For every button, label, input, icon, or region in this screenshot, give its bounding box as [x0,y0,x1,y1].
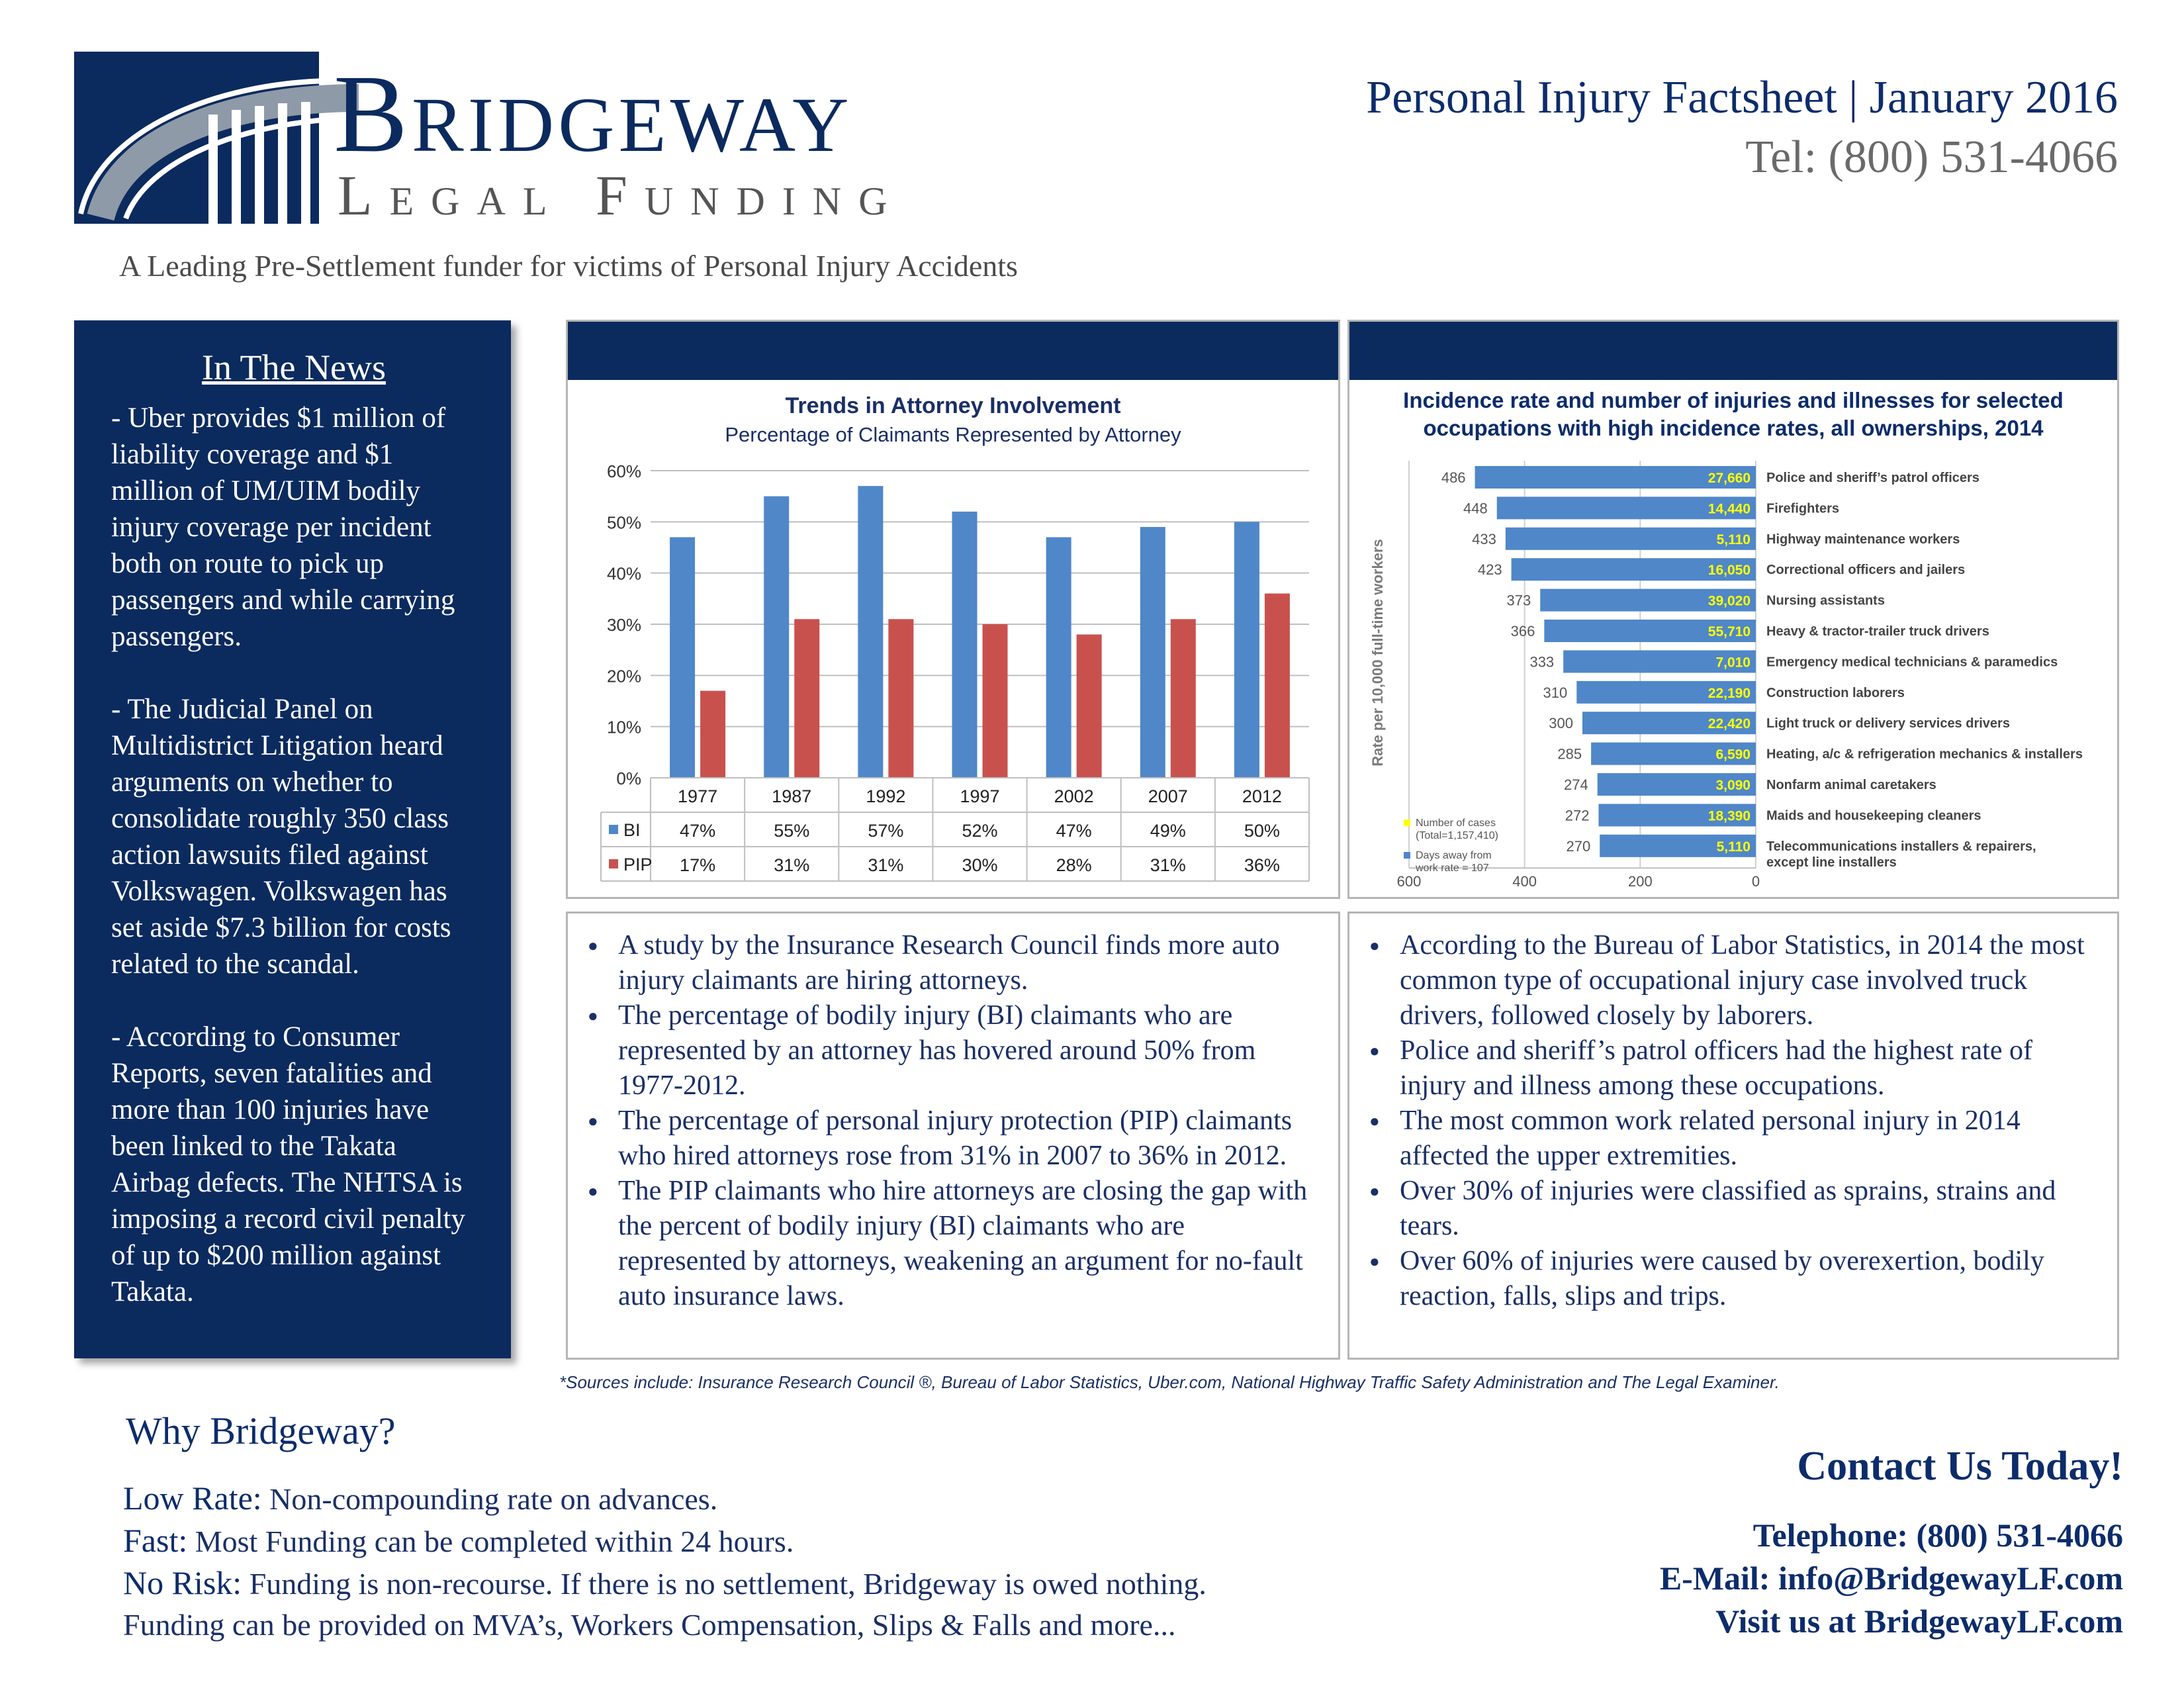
occupation-label: Construction laborers [1766,685,1905,700]
logo-name-line1: Bridgeway [334,52,853,175]
y-tick-label: 10% [606,717,641,737]
bar-pip [888,619,913,778]
chart-subtitle: Percentage of Claimants Represented by Attorney [725,423,1181,446]
contact-telephone[interactable]: Telephone: (800) 531-4066 [1752,1517,2123,1554]
occupation-label: Nursing assistants [1766,593,1885,608]
cases-label: 7,010 [1715,655,1751,671]
occupation-label: Nonfarm animal caretakers [1766,778,1936,792]
list-item: ● Over 60% of injuries were caused by overexertion, bodily reaction, falls, slips and trips. [1365,1244,2091,1314]
contact-website[interactable]: Visit us at BridgewayLF.com [1715,1603,2123,1640]
occupation-label: Heating, a/c & refrigeration mechanics & installers [1766,747,2083,762]
x-tick-label: 0 [1751,873,1760,890]
category-label: 1992 [866,786,906,806]
news-item-volkswagen: - The Judicial Panel on Multidistrict Litigation heard arguments on whether to consolidate roughly 350 class action lawsuits filed against Volkswagen. Volkswagen has set aside $7.3 billion for costs related to the scandal. [111,694,451,980]
rate-label: 310 [1543,684,1568,701]
bridgeway-logo [74,52,1060,224]
occupation-label: Correctional officers and jailers [1766,563,1966,578]
bar-bi [1140,527,1165,778]
occupation-label: Emergency medical technicians & paramedics [1766,655,2058,670]
cases-label: 39,020 [1707,593,1751,609]
rate-label: 486 [1441,469,1466,486]
news-item-uber: - Uber provides $1 million of liability coverage and $1 million of UM/UIM bodily injury coverage per incident both on route to pick up passengers and while carrying passengers. [111,402,455,652]
list-item: ● The percentage of bodily injury (BI) claimants who are represented by an attorney has hovered around 50% from 1977-2012. [584,998,1312,1103]
rate-label: 448 [1463,500,1488,517]
chart-y-axis-label: Rate per 10,000 full-time workers [1369,539,1386,767]
data-label-bi: 55% [774,821,810,841]
data-label-pip: 31% [868,855,904,875]
category-label: 2012 [1242,786,1282,806]
attorney-facts-list [584,928,1312,1314]
list-item: ● The percentage of personal injury protection (PIP) claimants who hired attorneys rose from 31% in 2007 to 36% in 2012. [584,1103,1312,1174]
x-tick-label: 600 [1396,873,1422,890]
rate-label: 274 [1563,776,1588,793]
y-tick-label: 30% [606,615,641,635]
legend-label-bi: BI [623,820,641,840]
data-label-bi: 47% [680,821,716,841]
factsheet-title: Personal Injury Factsheet | January 2016 [1366,72,2118,123]
list-item: ● Police and sheriff’s patrol officers had the highest rate of injury and illness among these occupations. [1365,1033,2091,1103]
category-label: 1997 [960,786,1000,806]
why-no-risk-text: Funding is non-recourse. If there is no settlement, Bridgeway is owed nothing. [242,1567,1206,1601]
occupation-label: Light truck or delivery services drivers [1766,716,2010,731]
chart-y-tick-labels [607,461,641,788]
why-fast [123,1521,794,1560]
chart-legend [1404,818,1498,874]
cases-label: 3,090 [1715,778,1751,793]
why-bridgeway-title: Why Bridgeway? [126,1409,396,1452]
why-low-rate-text: Non-compounding rate on advances. [261,1482,718,1516]
chart-title-line1: Incidence rate and number of injuries and illnesses for selected [1403,388,2064,412]
chart-bars [670,486,1290,778]
attorney-trends-panel [566,320,1340,899]
legend-rate-swatch [1404,852,1410,859]
bar-pip [1171,619,1196,778]
occupation-label: Heavy & tractor-trailer truck drivers [1766,624,1989,639]
x-tick-label: 400 [1512,873,1537,890]
cases-label: 14,440 [1707,501,1751,517]
contact-email[interactable]: E-Mail: info@BridgewayLF.com [1659,1560,2123,1597]
bar-pip [1265,594,1290,778]
cases-label: 27,660 [1707,471,1751,486]
rate-label: 333 [1529,653,1555,671]
category-label: 1977 [678,786,718,806]
y-tick-label: 0% [616,769,641,788]
why-fast-text: Most Funding can be completed within 24 hours. [187,1524,794,1558]
tagline: A Leading Pre-Settlement funder for victims of Personal Injury Accidents [119,249,1018,283]
why-funding-note: Funding can be provided on MVA’s, Workers Compensation, Slips & Falls and more... [123,1608,1176,1642]
cases-label: 22,190 [1707,685,1751,701]
legend-swatch-pip [609,859,618,868]
cases-label: 16,050 [1707,563,1751,579]
rate-label: 373 [1506,592,1531,609]
contact-title: Contact Us Today! [1797,1444,2123,1489]
bar-bi [670,538,695,778]
why-fast-label: Fast: [123,1522,188,1559]
attorney-facts-panel [566,912,1340,1360]
occupation-label: Police and sheriff’s patrol officers [1766,471,1979,485]
injury-incidence-chart [1349,322,2117,897]
occupation-label: Telecommunications installers & repairers, [1766,839,2036,854]
chart-gridlines [651,471,1309,778]
data-label-bi: 49% [1150,821,1186,841]
data-label-pip: 31% [774,855,810,875]
data-label-pip: 28% [1056,855,1092,875]
logo-name-line2: Legal Funding [338,164,905,224]
occupation-label: Highway maintenance workers [1766,532,1960,547]
y-tick-label: 20% [606,666,641,686]
list-item: ● Over 30% of injuries were classified as sprains, strains and tears. [1365,1174,2091,1244]
bar-pip [700,691,725,778]
data-label-pip: 30% [962,855,998,875]
legend-label-pip: PIP [623,855,653,874]
bar-bi [858,486,883,778]
bar-bi [764,496,789,778]
news-item-takata: - According to Consumer Reports, seven fatalities and more than 100 injuries have been linked to the Takata Airbag defects. The NHTSA is imposing a record civil penalty of up to $200 million against Takata. [111,1021,465,1307]
rate-label: 423 [1477,561,1502,579]
category-label: 1987 [772,786,812,806]
category-label: 2007 [1148,786,1188,806]
x-tick-label: 200 [1627,873,1653,890]
rate-label: 300 [1549,715,1573,732]
y-tick-label: 50% [606,512,641,533]
cases-label: 55,710 [1707,624,1751,639]
data-label-bi: 52% [962,821,998,841]
list-item: ● The most common work related personal injury in 2014 affected the upper extremities. [1365,1103,2091,1174]
bar-bi [1046,538,1071,778]
why-no-risk [123,1564,1206,1602]
data-label-bi: 47% [1056,821,1092,841]
bls-facts-panel [1347,912,2119,1360]
occupation-label: Firefighters [1766,501,1840,516]
bls-facts-list [1365,928,2091,1314]
y-tick-label: 60% [606,461,641,481]
bar-bi [1234,522,1259,778]
chart-data-table [601,778,1309,881]
data-label-bi: 57% [868,821,904,841]
attorney-trends-chart [568,322,1338,897]
news-sidebar [74,320,511,1358]
y-tick-label: 40% [606,563,641,584]
bar-bi [952,512,978,778]
why-no-risk-label: No Risk: [123,1564,242,1601]
chart-bars [1441,466,2083,870]
list-item: ● According to the Bureau of Labor Statistics, in 2014 the most common type of occupational injury case involved truck drivers, followed closely by laborers. [1365,928,2091,1033]
cases-label: 5,110 [1716,532,1751,547]
news-title: In The News [202,348,386,387]
legend-cases-line2: (Total=1,157,410) [1416,830,1498,841]
legend-cases-line1: Number of cases [1416,818,1496,829]
bar-pip [983,624,1008,778]
list-item: ● The PIP claimants who hire attorneys are closing the gap with the percent of bodily injury (BI) claimants who are represented by attorneys, weakening an argument for no-fault auto insurance laws. [584,1174,1312,1314]
legend-rate-line2: work rate = 107 [1416,863,1489,874]
header-telephone: Tel: (800) 531-4066 [1745,132,2118,183]
why-low-rate [123,1479,717,1517]
legend-swatch-bi [609,825,618,834]
chart-title: Trends in Attorney Involvement [785,393,1121,418]
occupation-label: Maids and housekeeping cleaners [1766,808,1981,823]
bar-pip [1077,634,1102,778]
chart-x-tick-labels [1397,873,1760,890]
cases-label: 6,590 [1715,747,1751,763]
data-label-pip: 31% [1150,855,1186,875]
bar-pip [794,619,819,778]
legend-cases-swatch [1404,820,1410,826]
legend-rate-line1: Days away from [1416,850,1492,861]
data-label-bi: 50% [1244,821,1280,841]
data-label-pip: 36% [1244,855,1280,875]
rate-label: 433 [1472,530,1496,547]
rate-label: 366 [1510,623,1535,639]
cases-label: 5,110 [1716,839,1751,855]
why-low-rate-label: Low Rate: [123,1479,262,1517]
rate-label: 272 [1565,807,1590,824]
sources-note: *Sources include: Insurance Research Council ®, Bureau of Labor Statistics, Uber.com, National Highway Traffic Safety Administration and The Legal Examiner. [559,1372,1780,1392]
cases-label: 22,420 [1707,716,1751,732]
injury-incidence-panel [1347,320,2119,899]
chart-title-line2: occupations with high incidence rates, all ownerships, 2014 [1423,416,2044,440]
category-label: 2002 [1054,786,1094,806]
data-label-pip: 17% [680,855,716,875]
occupation-label-cont: except line installers [1766,855,1897,870]
list-item: ● A study by the Insurance Research Council finds more auto injury claimants are hiring attorneys. [584,928,1312,998]
rate-label: 270 [1566,837,1591,855]
cases-label: 18,390 [1707,808,1751,824]
rate-label: 285 [1557,745,1582,763]
